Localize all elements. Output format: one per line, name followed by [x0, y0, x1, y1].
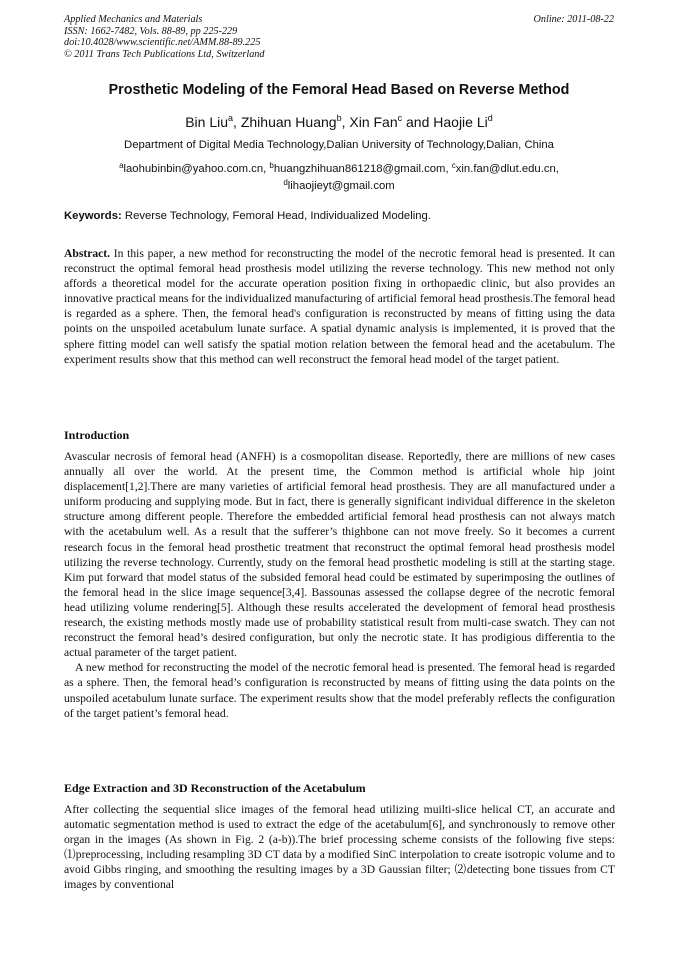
- copyright-line: © 2011 Trans Tech Publications Ltd, Switzerland: [64, 48, 265, 60]
- author-name: Xin Fan: [349, 114, 398, 130]
- author-sep: and: [402, 114, 434, 130]
- affiliation: Department of Digital Media Technology,Dalian University of Technology,Dalian, China: [124, 139, 554, 151]
- online-date: Online: 2011-08-22: [533, 14, 614, 25]
- introduction-body: [64, 449, 615, 721]
- keywords-text: Reverse Technology, Femoral Head, Individualized Modeling.: [121, 210, 431, 222]
- journal-header: [64, 14, 614, 60]
- email-sep: ,: [445, 163, 452, 175]
- email-link[interactable]: huangzhihuan861218@gmail.com: [273, 163, 446, 175]
- author-sup: b: [336, 113, 342, 123]
- author-sup: a: [228, 113, 234, 123]
- abstract-label: Abstract.: [64, 247, 111, 260]
- section-heading-introduction: Introduction: [64, 428, 130, 442]
- paragraph: After collecting the sequential slice images of the femoral head utilizing muilti-slice helical CT, an accurate and automatic segmentation method is used to extract the edge of the acetabulum[6], and synchronously to remove other organ in the images (As shown in Fig. 2 (a-b)).The brief processing scheme consists of the following five steps: ⑴preprocessing, including resampling 3D CT data by a modified SinC interpolation to create isotropic volume and to avoid Gibbs ringing, and smoothing the resulting images by a 3D Gaussian filter; ⑵detecting bone tissues from CT images by conventional: [64, 803, 615, 892]
- author-list: [0, 113, 678, 130]
- email-sep: ,: [263, 163, 270, 175]
- section-heading-edge-extraction: Edge Extraction and 3D Reconstruction of the Acetabulum: [64, 781, 366, 795]
- author-sup: d: [487, 113, 493, 123]
- email-list: [80, 159, 598, 193]
- author-name: Zhihuan Huang: [240, 114, 337, 130]
- author-name: Haojie Li: [433, 114, 488, 130]
- author-sep: ,: [341, 114, 350, 130]
- email-sep: ,: [555, 163, 559, 175]
- paper-title: Prosthetic Modeling of the Femoral Head Based on Reverse Method: [108, 82, 570, 98]
- keywords-label: Keywords:: [64, 210, 122, 222]
- keywords: [64, 210, 624, 222]
- abstract-text: In this paper, a new method for reconstructing the model of the necrotic femoral head is presented. It can reconstruct the optimal femoral head prosthesis model utilizing the reverse technology. This new method not only affords a theoretical model for the accurate operation position fixing in orthopaedic clinic, but also provides an innovative practical means for the individualized manufacturing of artificial femoral head prosthesis.The femoral head is regarded as a sphere. Then, the femoral head's configuration is reconstructed by means of fitting using the data points on the unspoiled acetabulum lunate surface. A spatial dynamic analysis is implemented, it is proved that the sphere fitting model can well satisfy the spatial motion relation between the femoral head and the acetabulum. The experiment results show that this method can well reconstruct the femoral head model of the target patient.: [64, 247, 615, 366]
- email-link[interactable]: lihaojieyt@gmail.com: [287, 180, 395, 192]
- journal-name: Applied Mechanics and Materials: [64, 14, 203, 25]
- paragraph: A new method for reconstructing the model of the necrotic femoral head is presented. The femoral head is regarded as a sphere. Then, the femoral head’s configuration is reconstructed by means of fitting using the data points on the unspoiled acetabulum lunate surface. The experiment results show that the model preferably reflects the configuration of the target patient’s femoral head.: [64, 661, 615, 720]
- author-sep: ,: [233, 114, 241, 130]
- email-link[interactable]: xin.fan@dlut.edu.cn: [455, 163, 556, 175]
- edge-extraction-body: [64, 802, 615, 893]
- email-sup: d: [283, 178, 288, 187]
- abstract: [64, 246, 615, 367]
- email-sup: a: [119, 161, 124, 170]
- author-name: Bin Liu: [185, 114, 229, 130]
- author-sup: c: [397, 113, 403, 123]
- email-sup: b: [269, 161, 274, 170]
- issn-line: ISSN: 1662-7482, Vols. 88-89, pp 225-229: [64, 25, 238, 37]
- doi-line: doi:10.4028/www.scientific.net/AMM.88-89.225: [64, 37, 261, 48]
- email-sup: c: [451, 161, 456, 170]
- paragraph: Avascular necrosis of femoral head (ANFH) is a cosmopolitan disease. Reportedly, there are millions of new cases annually all over the world. At the present time, the Common method is artificial whole hip joint displacement[1,2].There are many varieties of artificial femoral head prosthesis. They are all manufactured under a uniform producing and supplying mode. But in fact, there is generally significant individual difference in the skeleton structure among different people. Therefore the embedded artificial femoral head prosthesis can not always match with the acetabulum well. As a result that the sufferer’s thighbone can not move freely. So it becomes a current research focus in the femoral head prosthetic treatment that reconstruct the optimal femoral head prosthesis model utilizing the reverse technology. Currently, study on the femoral head prosthetic modeling is still at the starting stage. Kim put forward that model status of the subsided femoral head could be estimated by superimposing the outlines of the femoral head in the slice image sequence[3,4]. Bassounas assessed the collapse degree of the necrotic femoral head utilizing volume rendering[5]. Although these results accelerated the development of femoral head prosthesis research, the existing methods mostly made use of probability statistical result from multi-case swatch. They can not reconstruct the femoral head’s desired configuration, but only the necrotic state. It has prodigious differentia to the actual parameter of the target patient.: [64, 450, 615, 660]
- email-link[interactable]: laohubinbin@yahoo.com.cn: [123, 163, 264, 175]
